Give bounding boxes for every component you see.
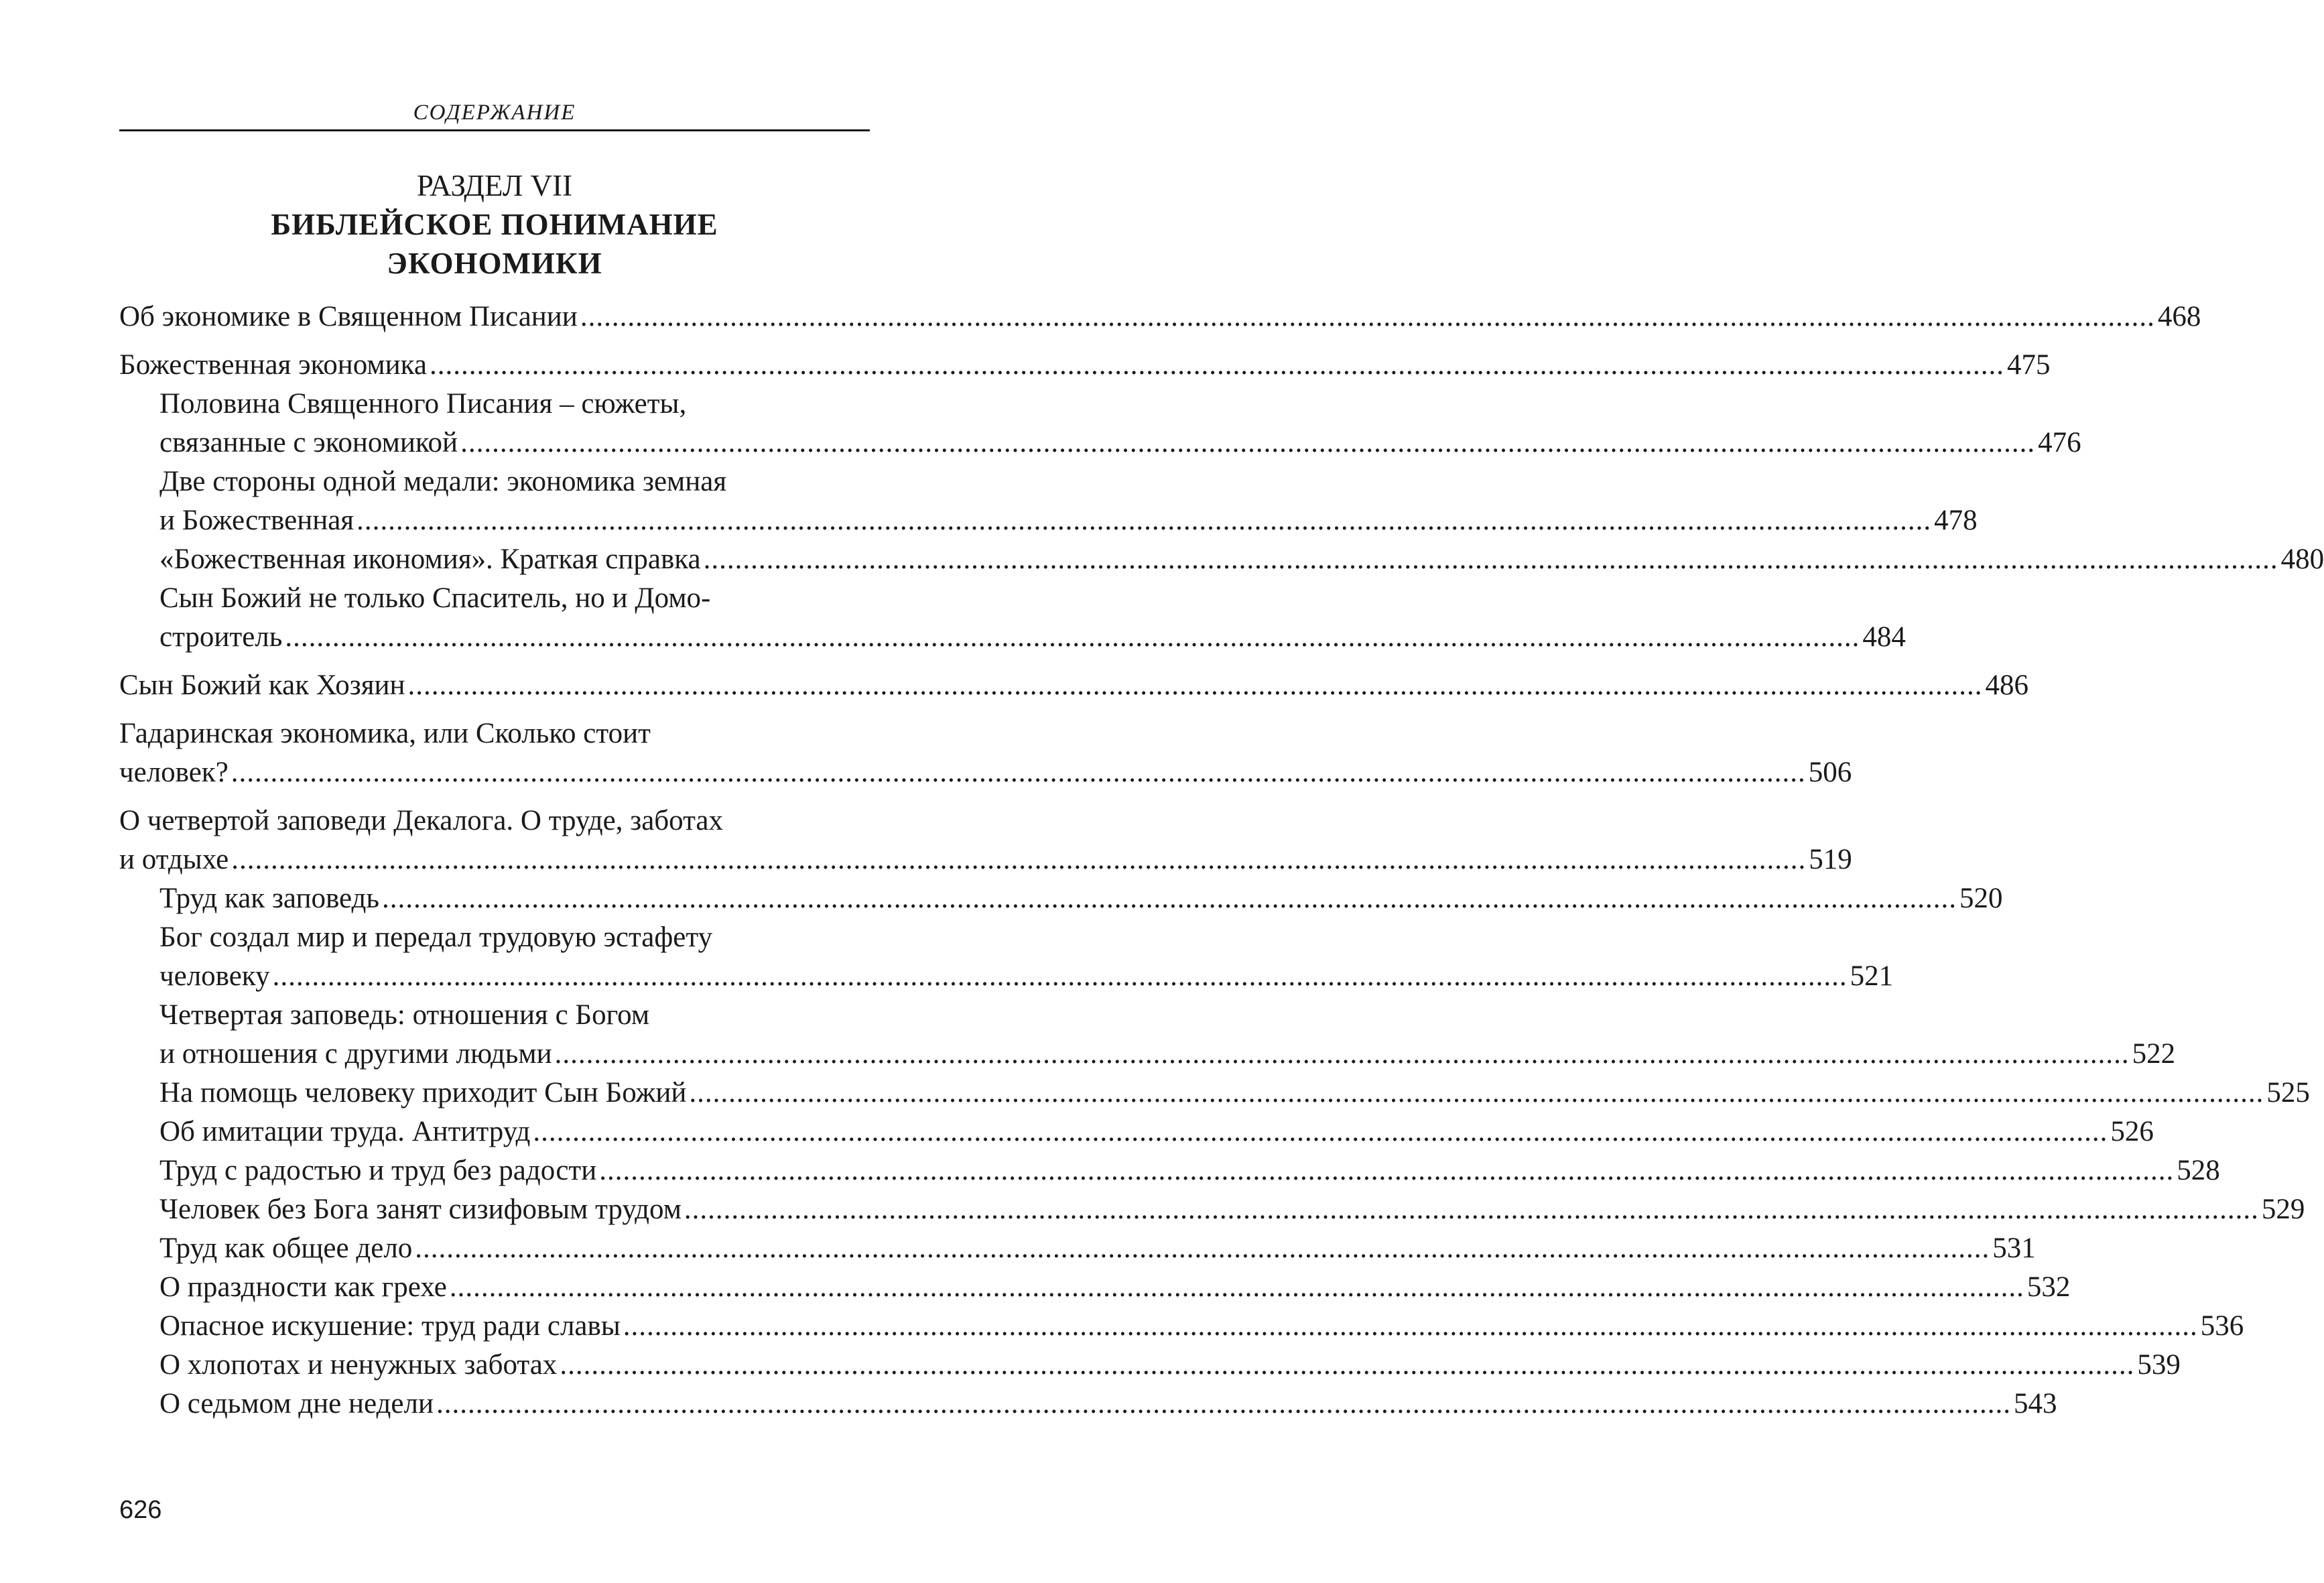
toc-entry-title: Труд как общее дело bbox=[159, 1232, 413, 1264]
toc-page-number: 506 bbox=[1808, 757, 1852, 788]
section-heading bbox=[119, 166, 870, 283]
toc-entry-title: человек? bbox=[119, 757, 229, 788]
dot-leader: ........................................................................................................................................................................................................ bbox=[272, 960, 1848, 992]
toc-entry bbox=[119, 462, 1978, 540]
toc-entry-line bbox=[159, 879, 2003, 918]
toc-entry-line bbox=[159, 1190, 2305, 1229]
dot-leader: ........................................................................................................................................................................................................ bbox=[560, 1349, 2135, 1381]
toc-entry-line bbox=[119, 753, 1852, 792]
toc-entry bbox=[119, 540, 2324, 579]
toc-page-number: 529 bbox=[2261, 1194, 2305, 1225]
toc-page-number: 532 bbox=[2026, 1271, 2071, 1303]
toc-entry bbox=[119, 714, 1852, 792]
toc-entry-title: Божественная экономика bbox=[119, 349, 427, 381]
toc-entry-title: связанные с экономикой bbox=[159, 427, 458, 458]
toc-entry-line bbox=[159, 1385, 2057, 1423]
toc-entry-line bbox=[159, 1113, 2154, 1151]
toc-entry-line bbox=[119, 346, 2051, 385]
dot-leader: ........................................................................................................................................................................................................ bbox=[460, 427, 2036, 458]
toc-entry-title: На помощь человеку приходит Сын Божий bbox=[159, 1077, 687, 1109]
toc-entry bbox=[119, 918, 1894, 996]
toc-entry-title: строитель bbox=[159, 621, 283, 653]
toc-entry bbox=[119, 666, 2029, 705]
toc-entry-line bbox=[159, 1229, 2036, 1268]
section-label: РАЗДЕЛ VII bbox=[416, 169, 573, 202]
toc-entry bbox=[119, 1229, 2036, 1268]
toc-page-number: 525 bbox=[2266, 1077, 2310, 1109]
toc-entry-line bbox=[119, 840, 1852, 879]
toc-entry bbox=[119, 1190, 2305, 1229]
toc-entry-title: Труд как заповедь bbox=[159, 883, 380, 914]
toc-entry bbox=[119, 298, 2201, 336]
toc-page-number: 486 bbox=[1985, 670, 2029, 701]
toc-entry-title: Труд с радостью и труд без радости bbox=[159, 1155, 597, 1186]
toc-entry-title: Опасное искушение: труд ради славы bbox=[159, 1310, 621, 1342]
toc-entry-title: и отношения с другими людьми bbox=[159, 1038, 552, 1070]
dot-leader: ........................................................................................................................................................................................................ bbox=[231, 844, 1807, 875]
dot-leader: ........................................................................................................................................................................................................ bbox=[703, 544, 2278, 575]
toc-entry bbox=[119, 879, 2003, 918]
dot-leader: ........................................................................................................................................................................................................ bbox=[623, 1310, 2198, 1342]
toc-entry-line bbox=[159, 1346, 2181, 1385]
toc-entry-title: Об экономике в Священном Писании bbox=[119, 301, 578, 332]
dot-leader: ........................................................................................................................................................................................................ bbox=[415, 1232, 1990, 1264]
page-number: 626 bbox=[119, 1496, 162, 1524]
toc-entry bbox=[119, 1385, 2057, 1423]
toc-entry-line bbox=[159, 501, 1978, 540]
toc-entry-title: и Божественная bbox=[159, 505, 354, 536]
toc-entry-title: О праздности как грехе bbox=[159, 1271, 447, 1303]
toc-page-number: 526 bbox=[2110, 1116, 2154, 1147]
dot-leader: ........................................................................................................................................................................................................ bbox=[436, 1388, 2011, 1419]
toc-page-number: 528 bbox=[2177, 1155, 2220, 1186]
toc-entry bbox=[119, 1151, 2220, 1190]
dot-leader: ........................................................................................................................................................................................................ bbox=[599, 1155, 2175, 1186]
dot-leader: ........................................................................................................................................................................................................ bbox=[231, 757, 1806, 788]
toc-entry bbox=[119, 1074, 2310, 1113]
toc-page-number: 519 bbox=[1809, 844, 1852, 875]
section-title-line-1: БИБЛЕЙСКОЕ ПОНИМАНИЕ bbox=[271, 208, 718, 241]
toc-entry-title: Человек без Бога занят сизифовым трудом bbox=[159, 1194, 682, 1225]
toc-page-number: 522 bbox=[2132, 1038, 2176, 1070]
toc-page-number: 531 bbox=[1992, 1232, 2036, 1264]
toc-entry-title-line: Четвертая заповедь: отношения с Богом bbox=[159, 999, 650, 1031]
toc-page-number: 543 bbox=[2013, 1388, 2057, 1419]
section-title-line-2: ЭКОНОМИКИ bbox=[387, 247, 602, 280]
toc-entry bbox=[119, 802, 1852, 879]
toc-entry-title: человеку bbox=[159, 960, 270, 992]
toc-entry-title-line: Половина Священного Писания – сюжеты, bbox=[159, 388, 687, 420]
toc-page-number: 468 bbox=[2157, 301, 2201, 332]
toc-entry-line bbox=[119, 666, 2029, 705]
toc-entry-title-line: Сын Божий не только Спаситель, но и Домо- bbox=[159, 582, 711, 614]
toc-entry bbox=[119, 1346, 2181, 1385]
dot-leader: ........................................................................................................................................................................................................ bbox=[449, 1271, 2024, 1303]
toc-page-number: 480 bbox=[2280, 544, 2324, 575]
toc-entry-title: Сын Божий как Хозяин bbox=[119, 670, 405, 701]
toc-entry bbox=[119, 385, 2081, 462]
toc-entry bbox=[119, 346, 2051, 385]
toc-entry bbox=[119, 579, 1906, 657]
toc-entry bbox=[119, 1307, 2244, 1346]
toc-entry-title: О хлопотах и ненужных заботах bbox=[159, 1349, 558, 1381]
dot-leader: ........................................................................................................................................................................................................ bbox=[285, 621, 1860, 653]
toc-page-number: 521 bbox=[1850, 960, 1894, 992]
toc-page-number: 475 bbox=[2006, 349, 2051, 381]
toc-page-number: 476 bbox=[2038, 427, 2081, 458]
dot-leader: ........................................................................................................................................................................................................ bbox=[407, 670, 1983, 701]
toc-entry-title: «Божественная икономия». Краткая справка bbox=[159, 544, 701, 575]
dot-leader: ........................................................................................................................................................................................................ bbox=[357, 505, 1932, 536]
toc-entry-line bbox=[159, 1074, 2310, 1113]
toc-entry-line bbox=[159, 957, 1894, 996]
toc-entry-title-line: Гадаринская экономика, или Сколько стоит bbox=[119, 718, 651, 749]
toc-page-number: 484 bbox=[1862, 621, 1906, 653]
toc-entry-title-line: Две стороны одной медали: экономика земная bbox=[159, 466, 727, 497]
toc-entry-line bbox=[119, 298, 2201, 336]
toc-entry-line bbox=[159, 1307, 2244, 1346]
toc-page-number: 520 bbox=[1959, 883, 2003, 914]
toc-entry-title: и отдыхе bbox=[119, 844, 229, 875]
toc-entry-line bbox=[159, 1268, 2071, 1307]
dot-leader: ........................................................................................................................................................................................................ bbox=[689, 1077, 2264, 1109]
toc-entry-line bbox=[159, 618, 1906, 657]
dot-leader: ........................................................................................................................................................................................................ bbox=[429, 349, 2004, 381]
table-of-contents bbox=[119, 298, 2324, 1423]
dot-leader: ........................................................................................................................................................................................................ bbox=[554, 1038, 2130, 1070]
dot-leader: ........................................................................................................................................................................................................ bbox=[533, 1116, 2108, 1147]
toc-page-number: 539 bbox=[2137, 1349, 2181, 1381]
dot-leader: ........................................................................................................................................................................................................ bbox=[684, 1194, 2259, 1225]
toc-entry-line bbox=[159, 1035, 2176, 1074]
toc-page-number: 478 bbox=[1934, 505, 1978, 536]
toc-entry-title-line: О четвертой заповеди Декалога. О труде, заботах bbox=[119, 805, 724, 836]
toc-page-number: 536 bbox=[2200, 1310, 2244, 1342]
dot-leader: ........................................................................................................................................................................................................ bbox=[580, 301, 2155, 332]
toc-entry bbox=[119, 1268, 2071, 1307]
toc-entry-title-line: Бог создал мир и передал трудовую эстафету bbox=[159, 922, 713, 953]
toc-entry-title: Об имитации труда. Антитруд bbox=[159, 1116, 531, 1147]
running-head: СОДЕРЖАНИЕ bbox=[413, 101, 576, 125]
dot-leader: ........................................................................................................................................................................................................ bbox=[382, 883, 1957, 914]
header-rule bbox=[119, 129, 870, 131]
toc-entry bbox=[119, 1113, 2154, 1151]
toc-entry-line bbox=[159, 540, 2324, 579]
toc-entry bbox=[119, 996, 2176, 1074]
toc-entry-line bbox=[159, 1151, 2220, 1190]
toc-entry-title: О седьмом дне недели bbox=[159, 1388, 434, 1419]
toc-entry-line bbox=[159, 424, 2081, 462]
